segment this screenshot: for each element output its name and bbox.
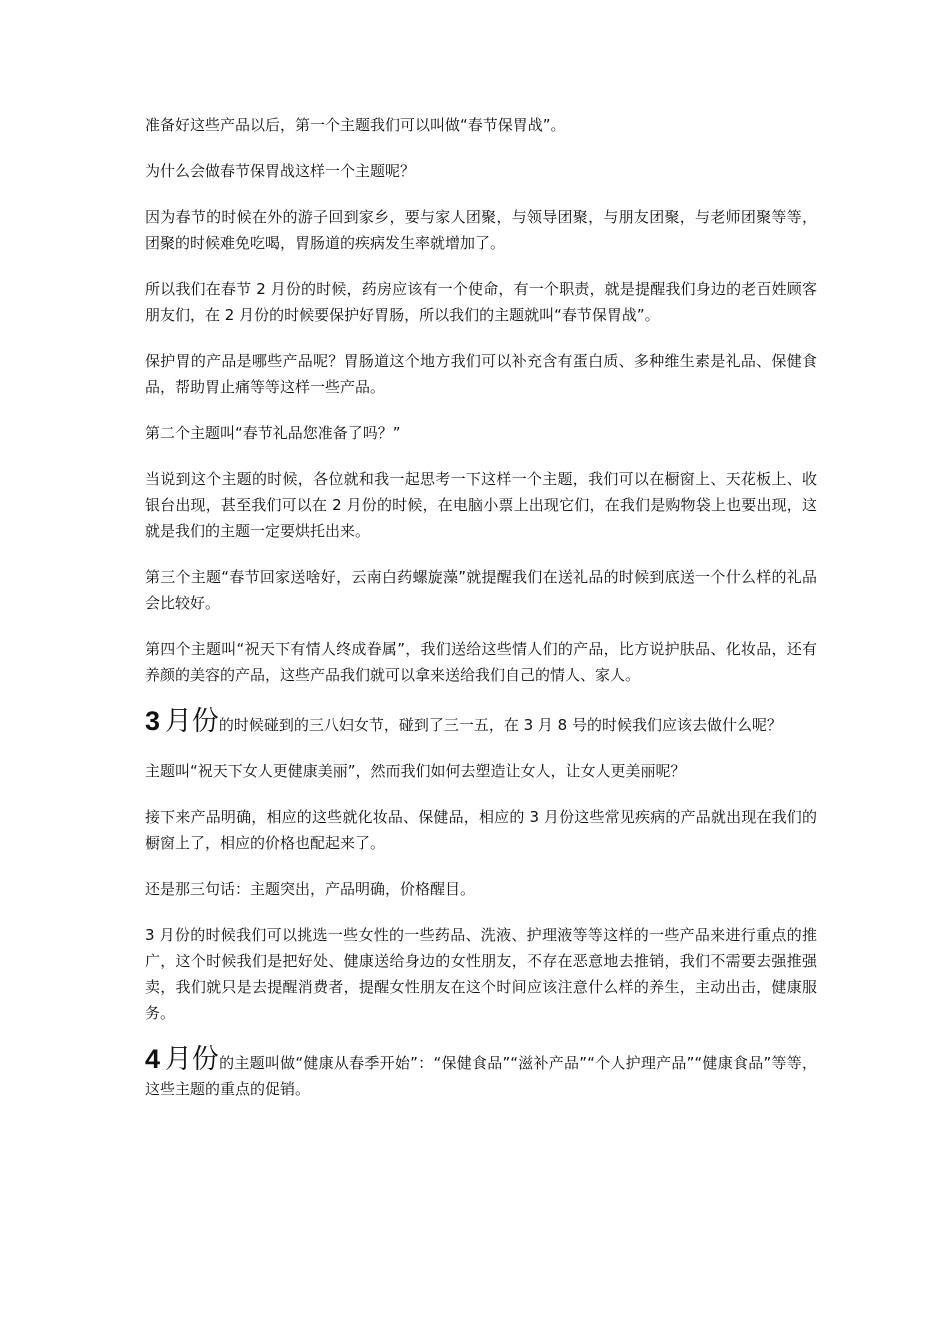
march-heading-word: 月份 — [164, 706, 219, 737]
march-paragraph-4: 3 月份的时候我们可以挑选一些女性的一些药品、洗液、护理液等等这样的一些产品来进行重点的推广，这个时候我们是把好处、健康送给身边的女性朋友，不存在恶意地去推销，我们不需要去强推强卖，我们就只是去提醒消费者，提醒女性朋友在这个时间应该注意什么样的养生，主动出击，健康服务。 — [145, 926, 817, 1022]
paragraph-3: 因为春节的时候在外的游子回到家乡，要与家人团聚，与领导团聚，与朋友团聚，与老师团聚等等，团聚的时候难免吃喝，胃肠道的疾病发生率就增加了。 — [145, 208, 817, 252]
paragraph-1: 准备好这些产品以后，第一个主题我们可以叫做“春节保胃战”。 — [145, 116, 566, 134]
march-heading-text: 的时候碰到的三八妇女节，碰到了三一五，在 3 月 8 号的时候我们应该去做什么呢？ — [218, 716, 782, 734]
paragraph-8: 第三个主题“春节回家送啥好，云南白药螺旋藻”就提醒我们在送礼品的时候到底送一个什么样的礼品会比较好。 — [145, 568, 817, 612]
paragraph-2: 为什么会做春节保胃战这样一个主题呢？ — [145, 162, 416, 180]
march-paragraph-3: 还是那三句话：主题突出，产品明确，价格醒目。 — [145, 880, 476, 898]
paragraph-5: 保护胃的产品是哪些产品呢？胃肠道这个地方我们可以补充含有蛋白质、多种维生素是礼品、保健食品，帮助胃止痛等等这样一些产品。 — [145, 352, 817, 396]
march-heading-number: 3 — [145, 706, 161, 736]
paragraph-7: 当说到这个主题的时候，各位就和我一起思考一下这样一个主题，我们可以在橱窗上、天花板上、收银台出现，甚至我们可以在 2 月份的时候，在电脑小票上出现它们，在我们是购物袋上也要出现，这就是我们的主题一定要烘托出来。 — [145, 470, 817, 540]
paragraph-9: 第四个主题叫“祝天下有情人终成眷属”，我们送给这些情人们的产品，比方说护肤品、化妆品，还有养颜的美容的产品，这些产品我们就可以拿来送给我们自己的情人、家人。 — [145, 640, 817, 684]
april-heading — [145, 1046, 219, 1076]
april-heading-text: 的主题叫做“健康从春季开始”：“保健食品”“滋补产品”“个人护理产品”“健康食品”等等，这些主题的重点的促销。 — [145, 1054, 817, 1098]
paragraph-6: 第二个主题叫“春节礼品您准备了吗？” — [145, 424, 401, 442]
april-heading-word: 月份 — [164, 1044, 219, 1075]
document-page — [145, 112, 817, 1122]
paragraph-4: 所以我们在春节 2 月份的时候，药房应该有一个使命，有一个职责，就是提醒我们身边的老百姓顾客朋友们，在 2 月份的时候要保护好胃肠，所以我们的主题就叫“春节保胃战”。 — [145, 280, 817, 324]
april-section-heading — [145, 1046, 817, 1102]
march-section-heading — [145, 708, 817, 738]
april-heading-number: 4 — [145, 1044, 161, 1074]
march-paragraph-2: 接下来产品明确，相应的这些就化妆品、保健品，相应的 3 月份这些常见疾病的产品就出现在我们的橱窗上了，相应的价格也配起来了。 — [145, 808, 817, 852]
march-heading — [145, 708, 219, 738]
march-paragraph-1: 主题叫“祝天下女人更健康美丽”，然而我们如何去塑造让女人，让女人更美丽呢？ — [145, 762, 686, 780]
